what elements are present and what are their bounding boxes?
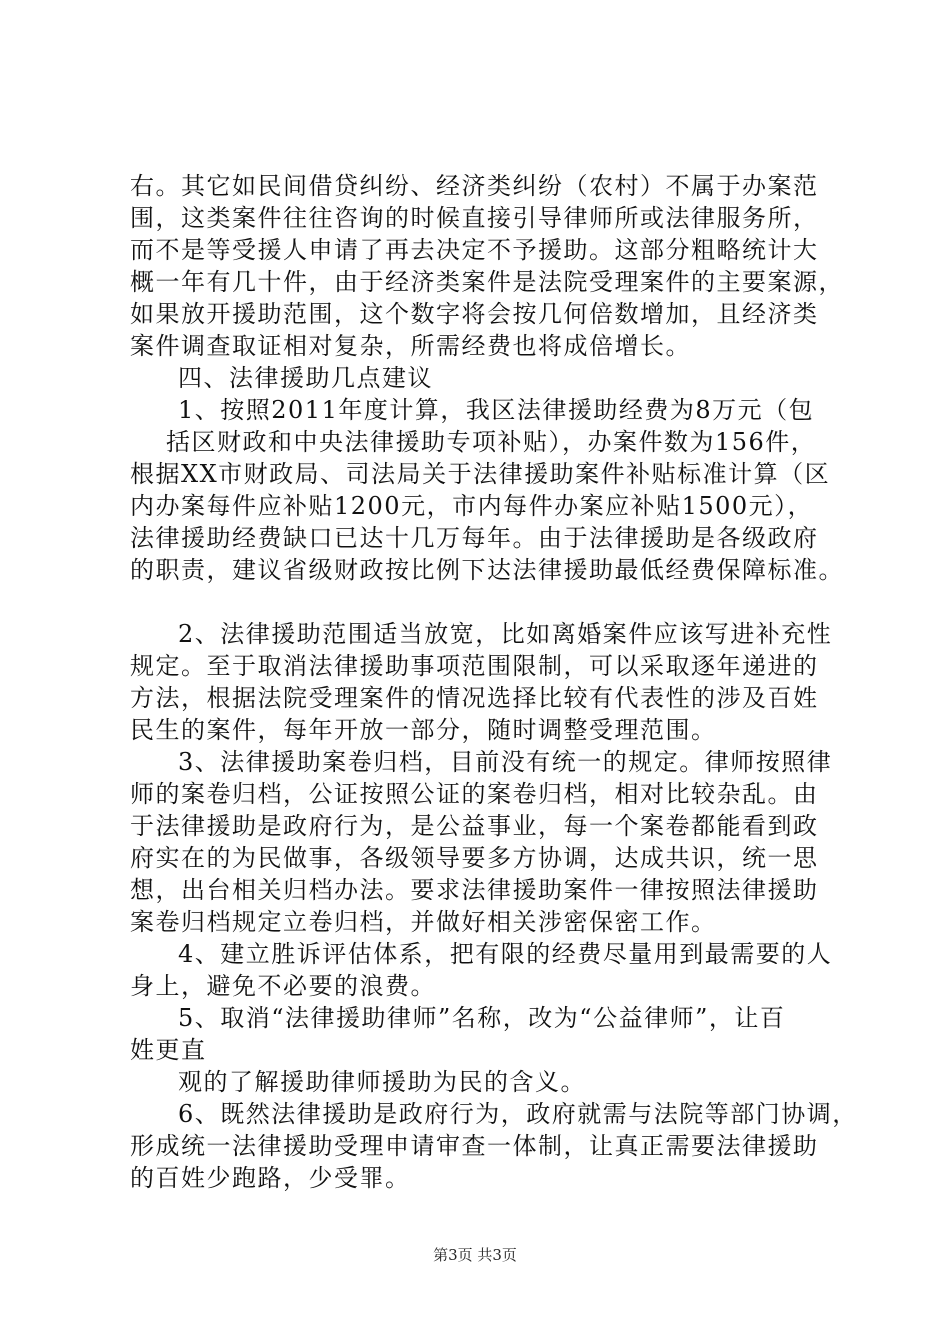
text-line-18: 民生的案件，每年开放一部分，随时调整受理范围。 bbox=[130, 716, 717, 744]
text-line-20: 师的案卷归档，公证按照公证的案卷归档，相对比较杂乱。由 bbox=[130, 780, 819, 808]
text-line-8: 1、按照2011年度计算，我区法律援助经费为8万元（包 bbox=[178, 396, 815, 424]
text-line-21: 于法律援助是政府行为，是公益事业，每一个案卷都能看到政 bbox=[130, 812, 819, 840]
section-heading: 四、法律援助几点建议 bbox=[178, 364, 433, 392]
text-line-28: 姓更直 bbox=[130, 1036, 207, 1064]
text-line-19: 3、法律援助案卷归档，目前没有统一的规定。律师按照律 bbox=[178, 748, 833, 776]
text-line-13: 的职责，建议省级财政按比例下达法律援助最低经费保障标准。 bbox=[130, 556, 844, 584]
text-line-17: 方法，根据法院受理案件的情况选择比较有代表性的涉及百姓 bbox=[130, 684, 819, 712]
text-line-30: 6、既然法律援助是政府行为，政府就需与法院等部门协调， bbox=[178, 1100, 858, 1128]
blank-line bbox=[130, 586, 850, 618]
page-number-footer: 第3页 共3页 bbox=[433, 1246, 517, 1264]
text-line-31: 形成统一法律援助受理申请审查一体制，让真正需要法律援助 bbox=[130, 1132, 819, 1160]
text-line-15: 2、法律援助范围适当放宽，比如离婚案件应该写进补充性 bbox=[178, 620, 833, 648]
text-line-22: 府实在的为民做事，各级领导要多方协调，达成共识，统一思 bbox=[130, 844, 819, 872]
text-line-4: 概一年有几十件，由于经济类案件是法院受理案件的主要案源， bbox=[130, 268, 844, 296]
text-line-10: 根据XX市财政局、司法局关于法律援助案件补贴标准计算（区 bbox=[130, 460, 831, 488]
text-line-29: 观的了解援助律师援助为民的含义。 bbox=[178, 1068, 586, 1096]
text-line-25: 4、建立胜诉评估体系，把有限的经费尽量用到最需要的人 bbox=[178, 940, 833, 968]
text-line-24: 案卷归档规定立卷归档，并做好相关涉密保密工作。 bbox=[130, 908, 717, 936]
text-line-27: 5、取消“法律援助律师”名称，改为“公益律师”，让百 bbox=[178, 1004, 786, 1032]
document-body bbox=[130, 170, 858, 1194]
text-line-3: 而不是等受援人申请了再去决定不予援助。这部分粗略统计大 bbox=[130, 236, 819, 264]
text-line-12: 法律援助经费缺口已达十几万每年。由于法律援助是各级政府 bbox=[130, 524, 819, 552]
text-line-26: 身上，避免不必要的浪费。 bbox=[130, 972, 436, 1000]
text-line-16: 规定。至于取消法律援助事项范围限制，可以采取逐年递进的 bbox=[130, 652, 819, 680]
text-line-1: 右。其它如民间借贷纠纷、经济类纠纷（农村）不属于办案范 bbox=[130, 172, 819, 200]
text-line-23: 想，出台相关归档办法。要求法律援助案件一律按照法律援助 bbox=[130, 876, 819, 904]
text-line-5: 如果放开援助范围，这个数字将会按几何倍数增加，且经济类 bbox=[130, 300, 819, 328]
text-line-11: 内办案每件应补贴1200元，市内每件办案应补贴1500元）， bbox=[130, 492, 814, 520]
text-line-32: 的百姓少跑路，少受罪。 bbox=[130, 1164, 411, 1192]
text-line-9: 括区财政和中央法律援助专项补贴），办案件数为156件， bbox=[166, 428, 817, 456]
text-line-6: 案件调查取证相对复杂，所需经费也将成倍增长。 bbox=[130, 332, 691, 360]
text-line-2: 围，这类案件往往咨询的时候直接引导律师所或法律服务所， bbox=[130, 204, 819, 232]
